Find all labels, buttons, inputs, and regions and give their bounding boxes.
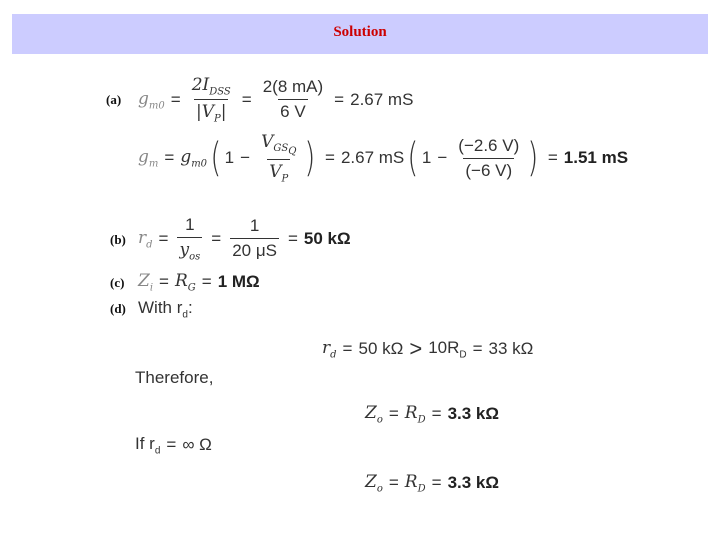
fraction-numerator: $V_{GS_Q}$ — [261, 132, 297, 158]
title-bar — [12, 14, 708, 54]
gm0-symbol: $g_{m0}$ — [138, 88, 165, 112]
10rd-result: 33 kΩ — [488, 339, 534, 358]
gm0-result: 2.67 mS — [350, 89, 414, 109]
10rd-term: $10R_D$ — [428, 337, 467, 361]
fraction-denominator: $y_{os}$ — [177, 237, 202, 262]
if-text: If $r_d$ — [135, 434, 161, 457]
rd-value: 50 kΩ — [358, 339, 404, 358]
one-term: 1 — [224, 148, 235, 168]
fraction-1-over-yos — [177, 215, 202, 262]
infinity-value: ∞ Ω — [182, 435, 212, 455]
equation-gm0: $g_{m0}$ = $\frac{2I_{DSS}}{|V_P|}$ = $\frac{2(8 mA)}{6 V}$ = 2.67 mS — [138, 75, 414, 125]
gm-result: 1.51 mS — [563, 148, 629, 168]
fraction-denominator-value: 6 V — [278, 99, 308, 122]
fraction-numerator: $2I_{DSS}$ — [191, 75, 231, 98]
equation-rd: $r_d$ = $\frac{1}{y_{os}}$ = $\frac{1}{20 \mu S}$ = 50 kΩ — [138, 215, 351, 263]
fraction-vgsq-over-vp — [259, 132, 298, 185]
part-label-d: (d) — [110, 301, 126, 316]
fraction-numerator-value: 1 — [249, 216, 260, 236]
equation-zo-1: $Z_o$ = $R_D$ = 3.3 kΩ — [365, 403, 500, 426]
rd-result: 50 kΩ — [303, 228, 351, 248]
fraction-2idss-over-vp — [190, 75, 233, 125]
gm0-value: 2.67 mS — [340, 148, 405, 168]
equation-zo-2: $Z_o$ = $R_D$ = 3.3 kΩ — [365, 472, 500, 495]
inequality-rd: $r_d$ = 50 kΩ > $10R_D$ = 33 kΩ — [322, 336, 534, 361]
zo-symbol-2: $Z_o$ — [365, 472, 383, 495]
rd-resistor-symbol-2: $R_D$ — [404, 472, 426, 495]
zi-symbol: $Z_i$ — [138, 271, 154, 294]
rd-symbol: $r_d$ — [138, 227, 153, 250]
zi-result: 1 MΩ — [217, 272, 260, 292]
fraction-numerator: 1 — [185, 215, 195, 234]
rd-symbol-2: $r_d$ — [322, 337, 337, 361]
fraction-1-over-20us — [230, 216, 279, 261]
gm0-factor: $g_{m0}$ — [180, 147, 208, 170]
fraction-numerator-value: 2(8 mA) — [262, 77, 324, 97]
zo-result-2: 3.3 kΩ — [447, 473, 500, 493]
therefore-text: Therefore, — [135, 368, 214, 387]
zo-symbol: $Z_o$ — [365, 403, 383, 426]
one-term-2: 1 — [421, 148, 432, 168]
fraction-denominator: $|V_P|$ — [194, 99, 228, 124]
rd-resistor-symbol: $R_D$ — [404, 403, 426, 426]
part-label-a: (a) — [106, 92, 122, 107]
fraction-denominator: $V_P$ — [267, 159, 290, 184]
gm-symbol: $g_m$ — [138, 147, 159, 170]
page-title: Solution — [333, 24, 387, 40]
rg-symbol: $R_G$ — [174, 271, 196, 294]
fraction-values — [261, 77, 325, 122]
fraction-numerator-value: (−2.6 V) — [458, 135, 520, 155]
if-rd-infinite: If $r_d$ = ∞ Ω — [135, 434, 212, 457]
fraction-denominator-value: 20 μS — [230, 238, 279, 261]
fraction-numeric-ratio — [456, 136, 521, 181]
fraction-denominator-value: (−6 V) — [463, 158, 514, 181]
equation-gm: $g_m$ = $g_{m0}$ ( 1 − $\frac{V_{GS_Q}}{V_P}$ ) = 2.67 mS ( 1 − $\frac{(-2.6 V)}{(-6 V)}$ ) = 1.51 mS — [138, 132, 629, 185]
part-label-c: (c) — [110, 275, 125, 290]
zo-result-1: 3.3 kΩ — [447, 404, 500, 424]
with-rd-text: With $r_d$: — [138, 298, 193, 321]
equation-zi: $Z_i$ = $R_G$ = 1 MΩ — [138, 271, 260, 294]
part-label-b: (b) — [110, 232, 126, 247]
